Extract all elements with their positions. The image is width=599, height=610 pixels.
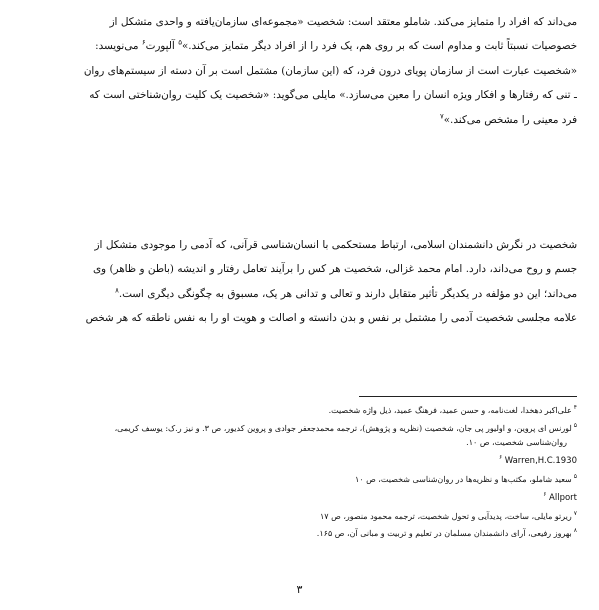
footnotes-list xyxy=(28,404,577,544)
text-line: ـ تنی که رفتارها و افکار ویژه انسان را معین می‌سازد.» مایلی می‌گوید: «شخصیت یک کلیت روان‌شناختی است که xyxy=(89,89,577,102)
text-line xyxy=(28,108,577,132)
paragraph-personality-definitions xyxy=(28,10,577,132)
text-segment: می‌نویسد: xyxy=(95,40,139,53)
footnote-mark: ۵ xyxy=(573,473,577,481)
text-line: جسم و روح می‌داند، دارد. امام محمد غزالی، شخصیت هر کس را برآیند تعامل رفتار و اندیشه (باطن و ظاهر) وی xyxy=(93,263,577,276)
footnote-ref: ۶ xyxy=(141,38,146,47)
page-number: ۳ xyxy=(296,583,303,596)
footnote-item xyxy=(28,491,577,505)
text-segment: می‌داند؛ این دو مؤلفه در یکدیگر تأثیر متقابل دارند و تعالی و تدانی هر یک، مسبوق به چگونگی دیگری است. xyxy=(118,287,577,300)
footnote-item xyxy=(28,404,577,417)
footnote-text: سعید شاملو، مکتب‌ها و نظریه‌ها در روان‌شناسی شخصیت، ص ۱۰ xyxy=(354,475,572,484)
footnote-mark: ۵ xyxy=(573,422,577,430)
text-line xyxy=(28,282,577,306)
text-line xyxy=(28,34,577,58)
footnote-mark: ۸ xyxy=(573,527,577,535)
footnote-mark: ۷ xyxy=(573,510,577,518)
footnote-text: ریرتو مایلی، ساخت، پدیدآیی و تحول شخصیت، ترجمه محمود منصور، ص ۱۷ xyxy=(319,512,572,521)
footnote-mark: ۶ xyxy=(543,491,547,499)
footnote-item xyxy=(28,422,577,435)
footnote-item xyxy=(28,436,577,449)
text-segment: فرد معینی را مشخص می‌کند.» xyxy=(443,113,577,126)
text-segment: آلپورت xyxy=(145,40,175,53)
footnote-divider xyxy=(359,396,577,397)
footnote-item xyxy=(28,473,577,486)
footnote-ref: ۷ xyxy=(439,112,444,121)
text-line: علامه مجلسی شخصیت آدمی را مشتمل بر نفس و بدن دانسته و اصالت و هویت او را به نفس ناطقه که هر شخص xyxy=(85,312,577,325)
text-line: می‌داند که افراد را متمایز می‌کند. شاملو معتقد است: شخصیت «مجموعه‌ای سازمان‌یافته و واحدی متشکل از xyxy=(109,16,577,28)
footnote-ref: ۸ xyxy=(115,286,119,295)
footnote-text: لورنس ای پروین، و اولیور پی جان، شخصیت (نظریه و پژوهش)، ترجمه محمدجعفر جوادی و پروین کدیور، ص ۳. و نیز ر.ک: یوسف کریمی، xyxy=(114,424,572,433)
footnote-text: Allport xyxy=(549,493,577,503)
footnote-ref: ۵ xyxy=(178,38,182,47)
footnote-text: بهروز رفیعی، آرای دانشمندان مسلمان در تعلیم و تربیت و مبانی آن، ص ۱۶۵. xyxy=(316,529,572,538)
text-line: شخصیت در نگرش دانشمندان اسلامی، ارتباط مستحکمی با انسان‌شناسی قرآنی، که آدمی را موجودی متشکل از xyxy=(94,239,577,251)
footnote-text: Warren,H.C.1930 xyxy=(504,456,577,466)
footnote-mark: ۴ xyxy=(573,404,577,412)
footnote-item xyxy=(28,454,577,468)
footnote-item xyxy=(28,527,577,540)
footnote-text: علی‌اکبر دهخدا، لغت‌نامه، و حسن عمید، فرهنگ عمید، ذیل واژه شخصیت. xyxy=(328,406,572,415)
text-segment: خصوصیات نسبتاً ثابت و مداوم است که بر روی هم، یک فرد را از افراد دیگر متمایز می‌کند.» xyxy=(181,40,577,53)
paragraph-islamic-view xyxy=(28,233,577,331)
footnote-text: روان‌شناسی شخصیت، ص ۱۰. xyxy=(466,438,567,447)
text-line: «شخصیت عبارت است از سازمان پویای درون فرد، که (این سازمان) مشتمل است بر آن دسته از سیستم‌های روان xyxy=(83,64,577,77)
footnote-mark: ۶ xyxy=(498,454,503,462)
footnote-item xyxy=(28,510,577,523)
